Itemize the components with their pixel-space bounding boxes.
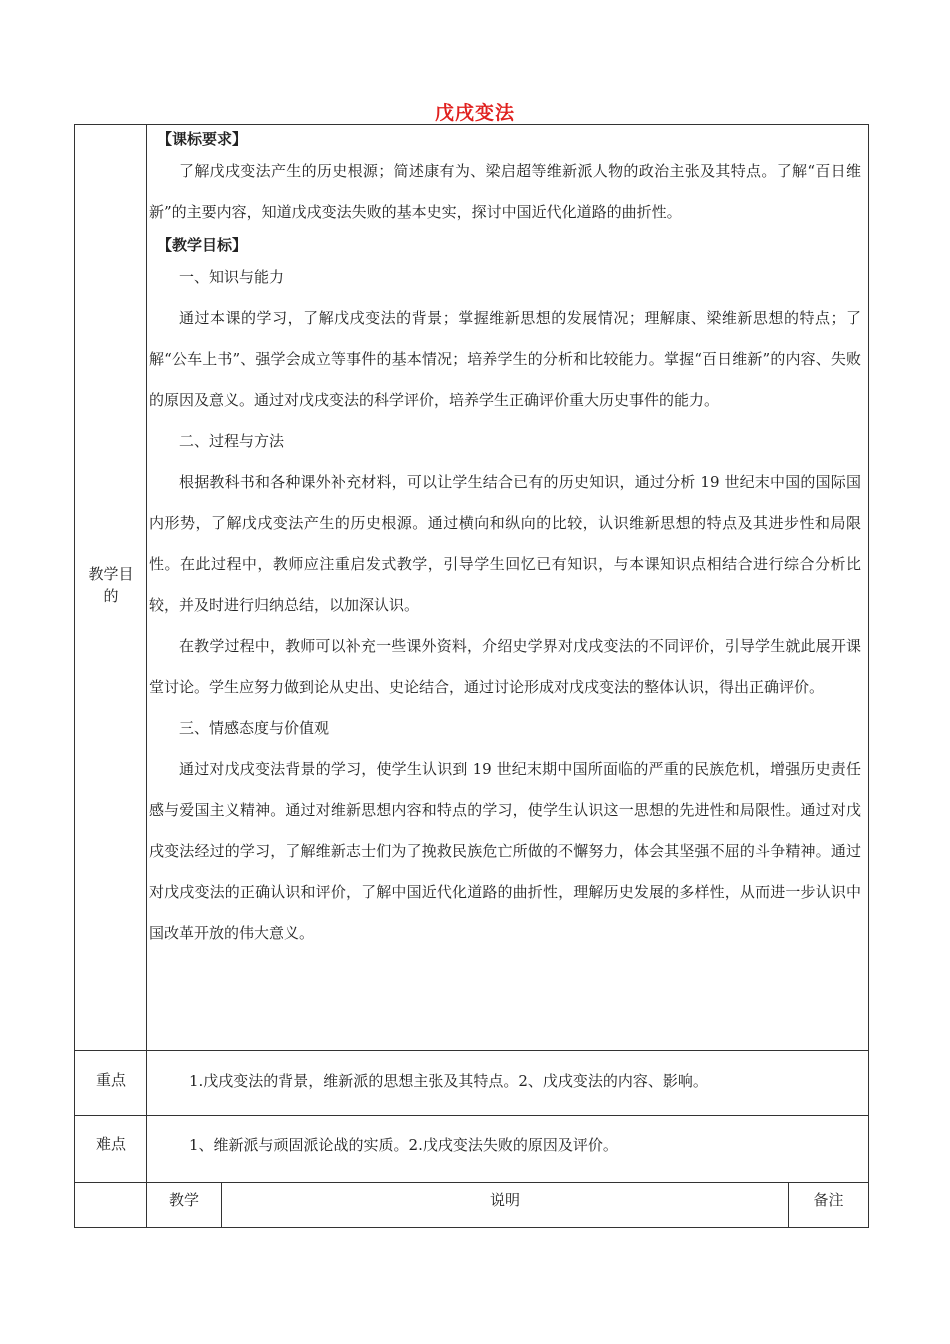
- row-label-key-points: 重点: [95, 1071, 126, 1089]
- row-label-teaching-purpose: 教学目的: [88, 565, 134, 605]
- key-points-text: 1.戊戌变法的背景，维新派的思想主张及其特点。2、戊戌变法的内容、影响。: [189, 1072, 708, 1090]
- section-2-title: 二、过程与方法: [179, 432, 285, 450]
- row-divider: [75, 1115, 868, 1116]
- header-teaching: 教学: [168, 1191, 199, 1209]
- row-label-difficulties: 难点: [95, 1135, 126, 1153]
- lesson-table: [74, 124, 869, 1228]
- header-description: 说明: [489, 1191, 520, 1209]
- row-divider: [75, 1050, 868, 1051]
- teaching-purpose-content: [149, 127, 861, 954]
- header-remarks: 备注: [813, 1191, 844, 1209]
- section-3-title: 三、情感态度与价值观: [179, 719, 330, 737]
- curriculum-text: 了解戊戌变法产生的历史根源；简述康有为、梁启超等维新派人物的政治主张及其特点。了解“百日维新”的主要内容，知道戊戌变法失败的基本史实，探讨中国近代化道路的曲折性。: [149, 162, 861, 221]
- col-divider: [146, 125, 147, 1227]
- row-divider: [75, 1182, 868, 1183]
- section-3-text: 通过对戊戌变法背景的学习，使学生认识到 19 世纪末期中国所面临的严重的民族危机，增强历史责任感与爱国主义精神。通过对维新思想内容和特点的学习，使学生认识这一思想的先进性和局限性。通过对戊戌变法经过的学习，了解维新志士们为了挽救民族危亡所做的不懈努力，体会其坚强不屈的斗争精神。通过对戊戌变法的正确认识和评价，了解中国近代化道路的曲折性，理解历史发展的多样性，从而进一步认识中国改革开放的伟大意义。: [149, 760, 861, 942]
- section-1-title: 一、知识与能力: [179, 268, 285, 286]
- difficulties-text: 1、维新派与顽固派论战的实质。2.戊戌变法失败的原因及评价。: [189, 1136, 618, 1154]
- curriculum-heading: 【课标要求】: [157, 130, 248, 148]
- goals-heading: 【教学目标】: [157, 236, 248, 254]
- section-2-text-1: 根据教科书和各种课外补充材料，可以让学生结合已有的历史知识，通过分析 19 世纪末中国的国际国内形势，了解戊戌变法产生的历史根源。通过横向和纵向的比较，认识维新思想的特点及其进步性和局限性。在此过程中，教师应注重启发式教学，引导学生回忆已有知识，与本课知识点相结合进行综合分析比较，并及时进行归纳总结，以加深认识。: [149, 473, 861, 614]
- section-1-text: 通过本课的学习，了解戊戌变法的背景；掌握维新思想的发展情况；理解康、梁维新思想的特点；了解“公车上书”、强学会成立等事件的基本情况；培养学生的分析和比较能力。掌握“百日维新”的内容、失败的原因及意义。通过对戊戌变法的科学评价，培养学生正确评价重大历史事件的能力。: [149, 309, 861, 409]
- page-title: 戊戌变法: [434, 102, 515, 124]
- section-2-text-2: 在教学过程中，教师可以补充一些课外资料，介绍史学界对戊戌变法的不同评价，引导学生就此展开课堂讨论。学生应努力做到论从史出、史论结合，通过讨论形成对戊戌变法的整体认识，得出正确评价。: [149, 637, 861, 696]
